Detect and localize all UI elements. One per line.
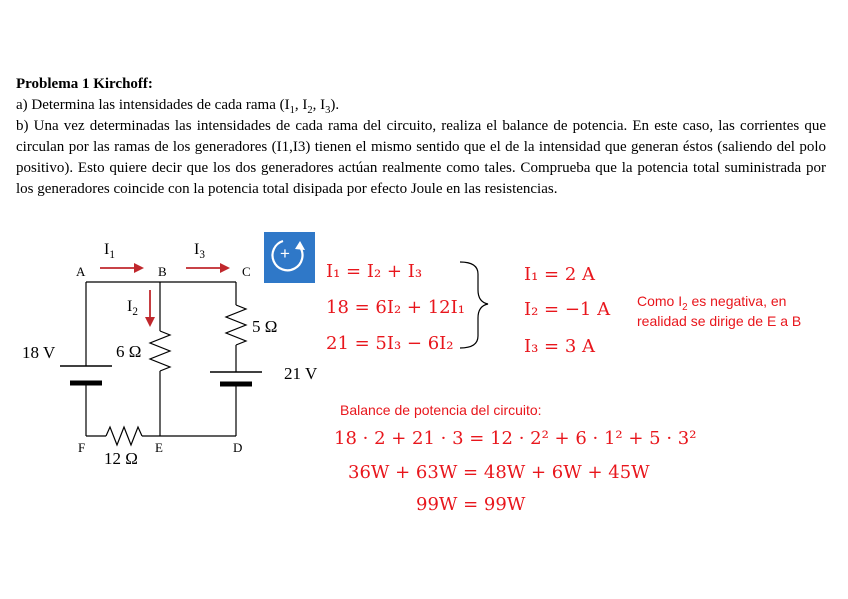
resistor-label-12-ohm: 12 Ω xyxy=(104,449,138,468)
node-label-f: F xyxy=(78,440,86,455)
current-label-i3: $I_3$ xyxy=(194,241,205,262)
result-i1: I₁ = 2 A xyxy=(524,264,596,285)
resistor-6-ohm xyxy=(150,331,170,371)
balance-line-3: 99W = 99W xyxy=(416,494,526,515)
node-label-c: C xyxy=(242,264,251,279)
balance-line-2: 36W + 63W = 48W + 6W + 45W xyxy=(348,462,650,483)
node-label-a: A xyxy=(76,264,86,279)
i3-arrowhead xyxy=(220,263,230,273)
equation-3: 21 = 5I₃ − 6I₂ xyxy=(326,333,454,354)
part-a: a) Determina las intensidades de cada rama ($I_1$, $I_2$, $I_3$). xyxy=(16,97,340,116)
node-label-d: D xyxy=(233,440,243,455)
result-i2: I₂ = −1 A xyxy=(524,299,611,320)
resistor-label-6-ohm: 6 Ω xyxy=(116,342,142,361)
equation-2: 18 = 6I₂ + 12I₁ xyxy=(326,297,465,318)
resistor-label-5-ohm: 5 Ω xyxy=(252,317,278,336)
result-i3: I₃ = 3 A xyxy=(524,336,596,357)
current-label-i1: $I_1$ xyxy=(104,241,115,262)
part-b: b) Una vez determinadas las intensidades de cada rama del circuito, realiza el balance de potencia. En este caso, las corrientes que circulan por las ramas de los generadores (I1,I3) tienen el mismo sentido que el de la intensidad que generan éstos (saliendo del polo positivo). Esto quiere decir que los dos generadores actúan realmente como tales. Comprueba que la potencia total suministrada por los generadores coincide con la potencia total disipada por efecto Joule en las resistencias. xyxy=(16,118,826,197)
i1-arrowhead xyxy=(134,263,144,273)
node-label-b: B xyxy=(158,264,167,279)
balance-line-1: 18 · 2 + 21 · 3 = 12 · 2² + 6 · 1² + 5 · 3² xyxy=(334,428,697,449)
node-label-e: E xyxy=(155,440,163,455)
balance-heading: Balance de potencia del circuito: xyxy=(340,402,542,418)
resistor-12-ohm xyxy=(106,427,142,445)
resistor-5-ohm xyxy=(226,305,246,345)
source-label-18v: 18 V xyxy=(22,343,56,362)
problem-title: Problema 1 Kirchoff: xyxy=(16,76,153,92)
i2-arrowhead xyxy=(145,317,155,327)
note-negative-current: Como $I_2$ es negativa, en realidad se dirige de E a B xyxy=(637,293,802,329)
current-label-i2: $I_2$ xyxy=(127,298,138,319)
source-label-21v: 21 V xyxy=(284,364,318,383)
mesh-sign: + xyxy=(280,244,290,263)
equation-1: I₁ = I₂ + I₃ xyxy=(326,261,423,282)
